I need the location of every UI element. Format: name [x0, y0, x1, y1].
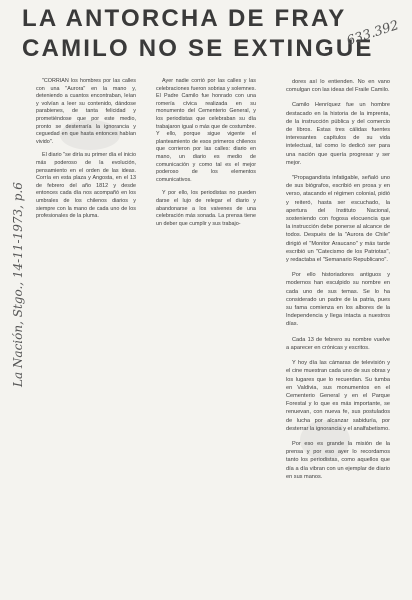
paragraph: "Propagandista infatigable, señaló uno de sus biógrafos, escribió en prosa y en verso, atacando el régimen colonial, pidió y reiteró, hasta ser escuchado, la apertura del Instituto Nacional, sosteniendo con fogosa elocuencia que la instrucción debe ponerse al alcance de todos. Después de la "Aurora de Chile" dirigió el "Monitor Araucano" y más tarde escribió un "Catecismo de los Patriotas", y redactaba el "Semanario Republicano". [286, 175, 390, 264]
paragraph: Cada 13 de febrero su nombre vuelve a aparecer en crónicas y escritos. [286, 336, 390, 351]
paragraph: Ayer nadie corrió por las calles y las celebraciones fueron sobrias y solemnes. El Padre Camilo fue honrado con una romería cívica realizada en su monumento del Cementerio General, y los periodistas que celebraban su día trabajaron igual o más que de costumbre. Y ello, porque sigue vigente el planteamiento de esos primeros chilenos que corrieron por las calles: diario en mano, un diario es medio de comunicación y como tal es el mejor poderoso de los elementos comunicativos. [156, 78, 256, 183]
paragraph: Camilo Henríquez fue un hombre destacado en la historia de la imprenta, de la instrucción pública y del comercio de libros. Estas tres cálidas fuentes interesantes capítulos de su vida intelectual, tal como lo dedicó ser para una nación que quería progresar y ser mejor. [286, 102, 390, 166]
article-column-1 [36, 78, 136, 227]
article-column-2 [156, 78, 256, 234]
paragraph: "CORRIAN los hombres por las calles con una "Aurora" en la mano y, deteniendo a cuantos encontraban, leían y volvían a leer su contenido, dándose parabienes, de tanta felicidad y prometiéndose que por este medio, pronto se desterraría la ignorancia y ceguedad en que hasta entonces habían vivido". [36, 78, 136, 145]
handwritten-margin-citation: La Nación, Stgo., 14-11-1973, p.6 [11, 182, 25, 387]
paragraph: El diario "se diría su primer día el inicio más poderoso de la evolución, pensamiento en el orden de las ideas. Corría en esta plaza y Angosta, en el 13 de febrero del año 1812 y desde entonces cada día nos acompañó en los umbrales de los chilenos diarios y siempre con la mano de cada uno de los profesionales de la pluma. [36, 152, 136, 220]
paragraph: Por ello historiadores antiguos y modernos han esculpido su nombre en cada uno de sus temas. Se lo ha considerado un padre de la patria, pues su fama comienza en los albores de la Independencia y llega intacta a nuestros días. [286, 272, 390, 328]
paragraph: Y por ello, los periodistas no pueden darse el lujo de relegar el diario y abandonarse a los vaivenes de una celebración más sonada. La prensa tiene un deber que cumplir y sus trabajo- [156, 190, 256, 227]
handwritten-catalog-number: 633.392 [344, 18, 401, 49]
paragraph: Y hoy día las cámaras de televisión y el cine muestran cada uno de sus obras y los lugares que lo recuerdan. Su tumba en Valdivia, sus monumentos en el Cementerio General y en el Parque Forestal y lo que es más importante, se renuevan, con nueva fe, sus postulados de lucha por alcanzar sabiduría, por desterrar la ignorancia y el analfabetismo. [286, 360, 390, 432]
headline-line-1: LA ANTORCHA DE FRAY [22, 5, 347, 32]
headline-line-2: CAMILO NO SE EXTINGUE [22, 35, 374, 62]
article-column-3 [286, 78, 390, 488]
paragraph: Por eso es grande la misión de la prensa y por eso ayer lo recordamos tanto los periodistas, como aquellos que día a día vibran con un ejemplar de diario en sus manos. [286, 440, 390, 480]
headline [22, 4, 392, 64]
paragraph: dores así lo entienden. No en vano comulgan con las ideas del Fraile Camilo. [286, 79, 390, 94]
